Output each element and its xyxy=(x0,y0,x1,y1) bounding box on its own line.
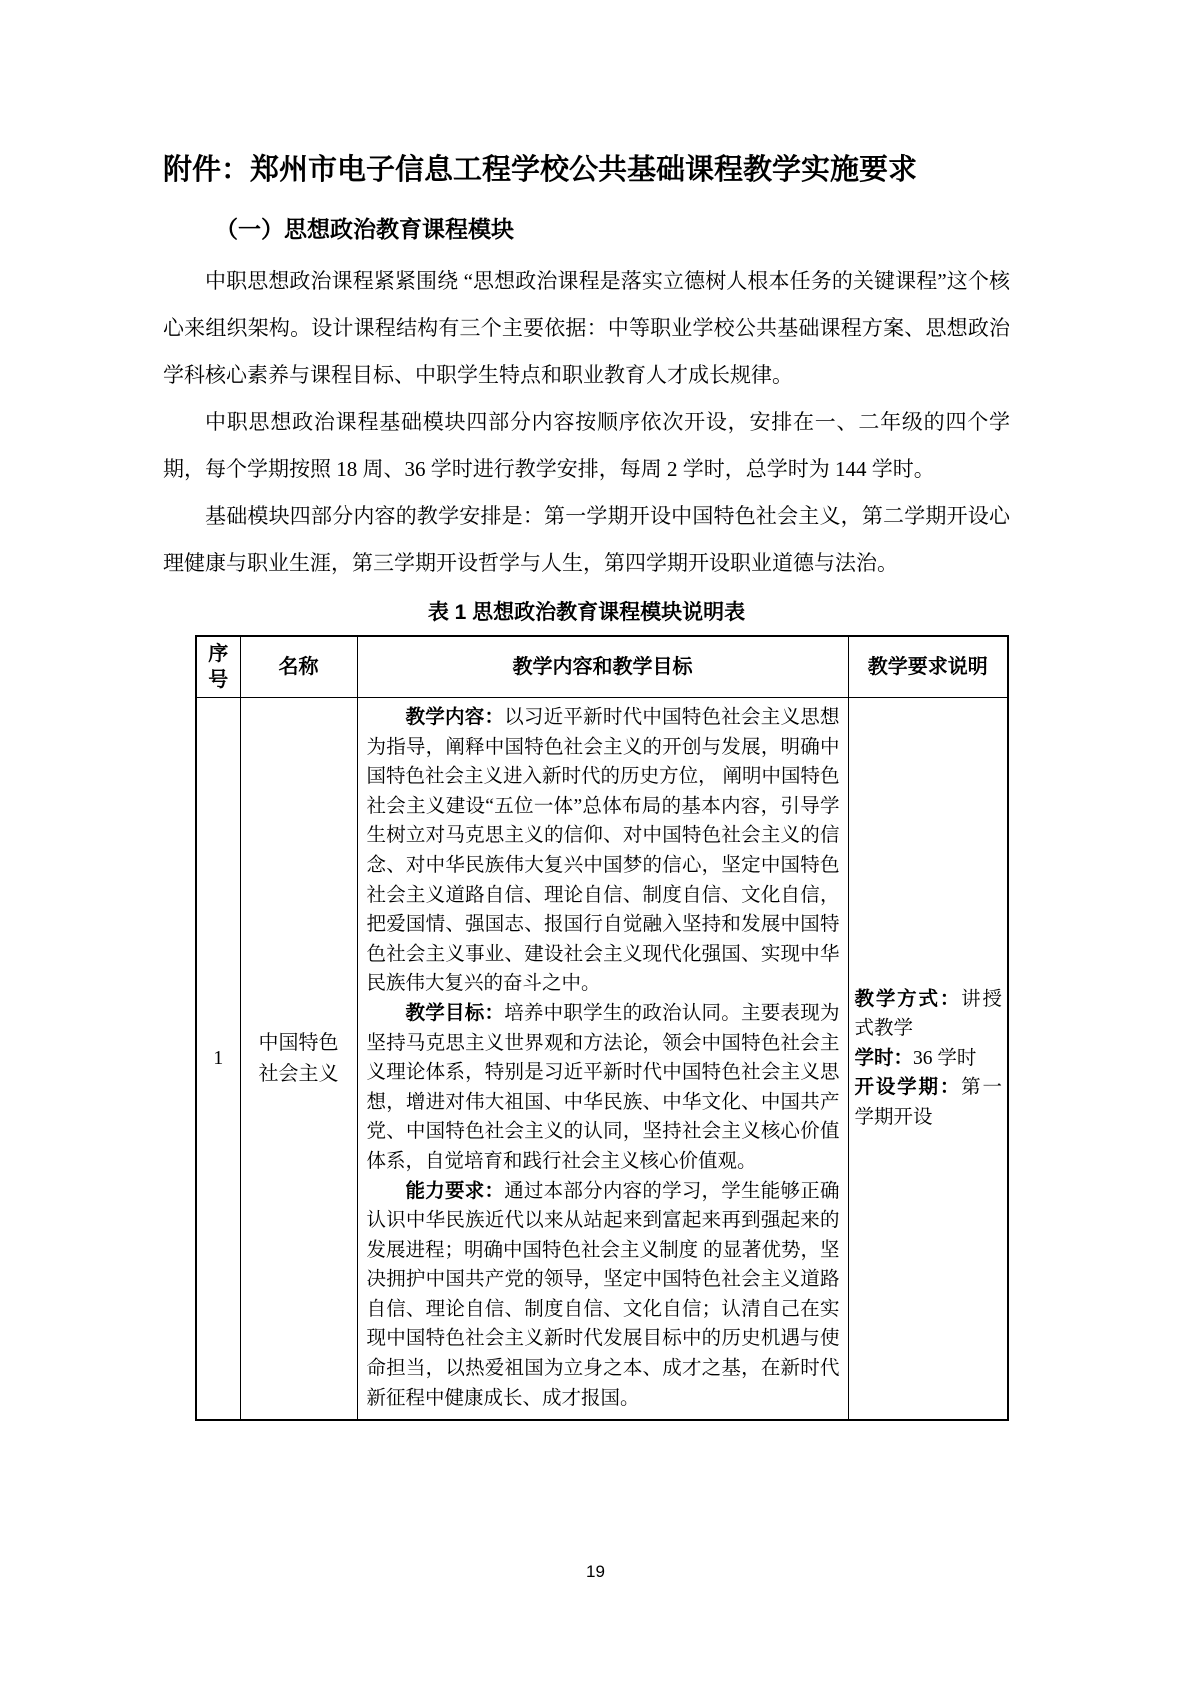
paragraph-1: 中职思想政治课程紧紧围绕 “思想政治课程是落实立德树人根本任务的关键课程”这个核心来组织架构。设计课程结构有三个主要依据：中等职业学校公共基础课程方案、思想政治学科核心素养与课程目标、中职学生特点和职业教育人才成长规律。 xyxy=(163,269,1010,387)
content-cell xyxy=(357,698,848,1421)
row-index-cell: 1 xyxy=(196,698,240,1421)
semester-line xyxy=(855,1073,1003,1132)
class-hours-label: 学时： xyxy=(854,1046,914,1069)
class-hours-line xyxy=(855,1044,1003,1074)
teaching-content-label: 教学内容： xyxy=(405,706,505,728)
page-title: 附件：郑州市电子信息工程学校公共基础课程教学实施要求 xyxy=(163,154,918,186)
teaching-method-line xyxy=(855,985,1003,1044)
header-index: 序号 xyxy=(196,636,240,698)
class-hours-text: 36 学时 xyxy=(913,1047,977,1069)
header-content: 教学内容和教学目标 xyxy=(357,636,848,698)
section-heading: （一）思想政治教育课程模块 xyxy=(215,216,514,242)
teaching-method-label: 教学方式： xyxy=(854,987,962,1010)
teaching-goal-paragraph xyxy=(367,999,840,1177)
requirements-cell xyxy=(848,698,1008,1421)
paragraph-3: 基础模块四部分内容的教学安排是：第一学期开设中国特色社会主义，第二学期开设心理健康与职业生涯，第三学期开设哲学与人生，第四学期开设职业道德与法治。 xyxy=(163,504,1010,575)
teaching-content-text: 以习近平新时代中国特色社会主义思想为指导，阐释中国特色社会主义的开创与发展，明确中国特色社会主义进入新时代的历史方位， 阐明中国特色社会主义建设“五位一体”总体布局的基本内容，引导学生树立对马克思主义的信仰、对中国特色社会主义的信念、对中华民族伟大复兴中国梦的信心，坚定中国特色社会主义道路自信、理论自信、制度自信、文化自信，把爱国情、强国志、报国行自觉融入坚持和发展中国特色社会主义事业、建设社会主义现代化强国、实现中华民族伟大复兴的奋斗之中。 xyxy=(366,707,840,995)
table-row xyxy=(196,698,1008,1421)
semester-text: 第一学期开设 xyxy=(854,1077,1002,1129)
page-number: 19 xyxy=(586,1562,605,1581)
table-header-row xyxy=(196,636,1008,698)
ability-requirement-label: 能力要求： xyxy=(405,1179,505,1202)
semester-label: 开设学期： xyxy=(854,1076,962,1099)
header-requirements: 教学要求说明 xyxy=(848,636,1008,698)
ability-requirement-paragraph xyxy=(367,1177,840,1414)
table-caption: 表 1 思想政治教育课程模块说明表 xyxy=(427,601,746,624)
teaching-goal-text: 培养中职学生的政治认同。主要表现为坚持马克思主义世界观和方法论，领会中国特色社会主义理论体系，特别是习近平新时代中国特色社会主义思想，增进对伟大祖国、中华民族、中华文化、中国共产党、中国特色社会主义的认同，坚持社会主义核心价值体系，自觉培育和践行社会主义核心价值观。 xyxy=(366,1002,840,1172)
teaching-goal-label: 教学目标： xyxy=(405,1001,505,1024)
course-module-table xyxy=(195,635,1009,1421)
ability-requirement-text: 通过本部分内容的学习，学生能够正确认识中华民族近代以来从站起来到富起来再到强起来的发展进程；明确中国特色社会主义制度 的显著优势，坚决拥护中国共产党的领导，坚定中国特色社会主义道路自信、理论自信、制度自信、文化自信；认清自己在实现中国特色社会主义新时代发展目标中的历史机遇与使命担当，以热爱祖国为立身之本、成才之基，在新时代新征程中健康成长、成才报国。 xyxy=(366,1180,840,1409)
teaching-content-paragraph xyxy=(367,703,840,999)
course-name-cell: 中国特色社会主义 xyxy=(240,698,357,1421)
teaching-method-text: 讲授式教学 xyxy=(854,988,1002,1040)
paragraph-2: 中职思想政治课程基础模块四部分内容按顺序依次开设，安排在一、二年级的四个学期，每个学期按照 18 周、36 学时进行教学安排，每周 2 学时，总学时为 144 学时。 xyxy=(163,410,1010,481)
header-name: 名称 xyxy=(240,636,357,698)
